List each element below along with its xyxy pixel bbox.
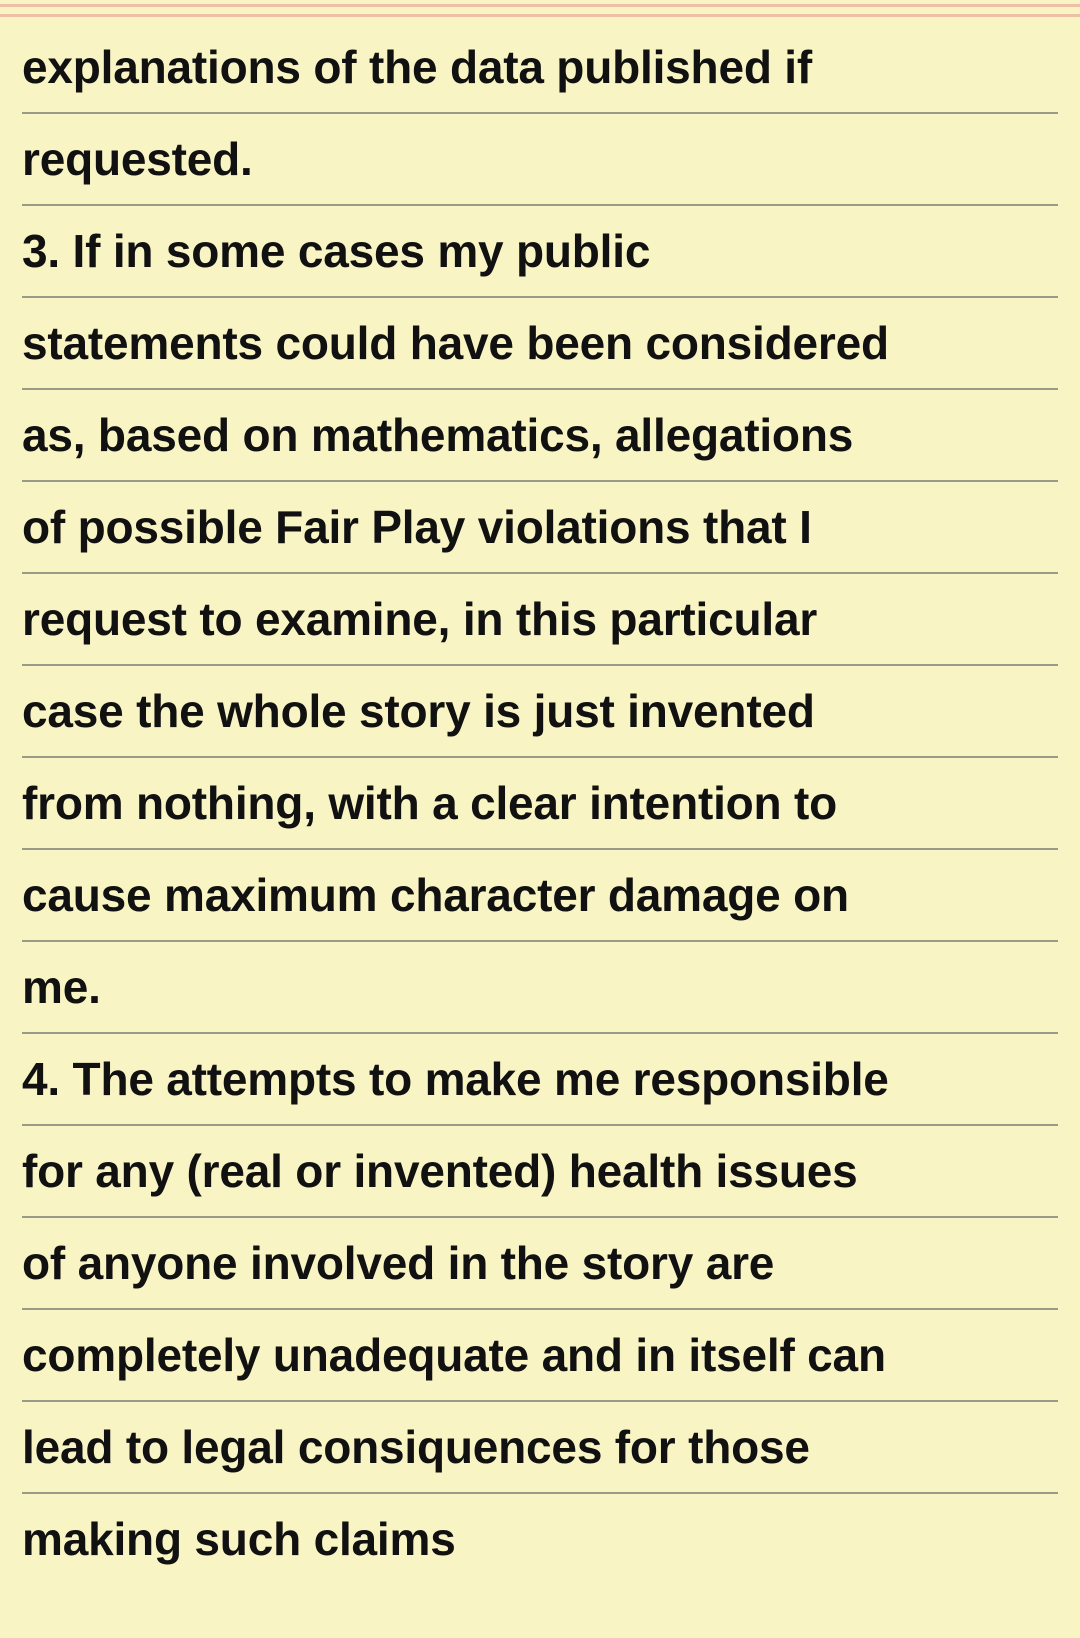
- note-line: making such claims: [22, 1513, 456, 1565]
- note-line: case the whole story is just invented: [22, 666, 1058, 758]
- top-margin-rule-1: [0, 4, 1080, 7]
- note-line: explanations of the data published if: [22, 22, 1058, 114]
- note-line: request to examine, in this particular: [22, 574, 1058, 666]
- note-line: requested.: [22, 114, 1058, 206]
- note-line: lead to legal consiquences for those: [22, 1402, 1058, 1494]
- note-line: of possible Fair Play violations that I: [22, 482, 1058, 574]
- note-line: as, based on mathematics, allegations: [22, 390, 1058, 482]
- note-line: cause maximum character damage on: [22, 850, 1058, 942]
- note-line: for any (real or invented) health issues: [22, 1126, 1058, 1218]
- note-line: of anyone involved in the story are: [22, 1218, 1058, 1310]
- note-line: statements could have been considered: [22, 298, 1058, 390]
- note-line: 4. The attempts to make me responsible: [22, 1034, 1058, 1126]
- note-line: completely unadequate and in itself can: [22, 1310, 1058, 1402]
- note-line: from nothing, with a clear intention to: [22, 758, 1058, 850]
- top-margin-rules: [0, 0, 1080, 22]
- note-line: me.: [22, 942, 1058, 1034]
- top-margin-rule-2: [0, 14, 1080, 17]
- note-text-body: [0, 22, 1080, 1638]
- note-line: 3. If in some cases my public: [22, 206, 1058, 298]
